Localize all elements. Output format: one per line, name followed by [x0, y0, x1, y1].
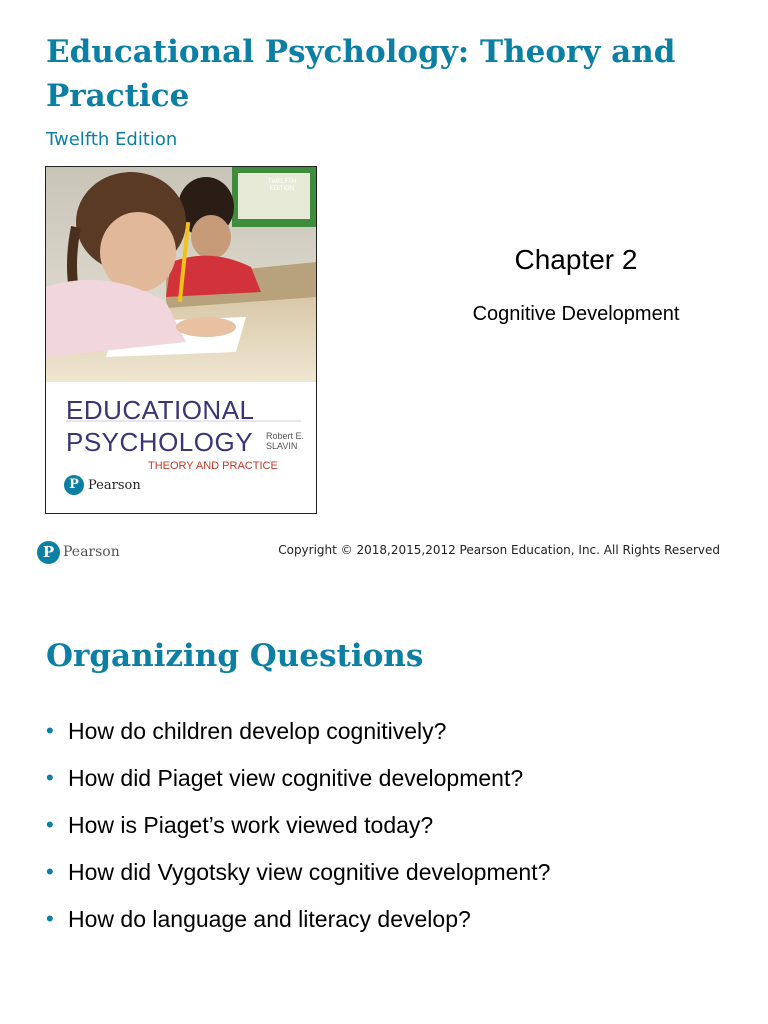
cover-title-line2: PSYCHOLOGY: [66, 427, 254, 457]
cover-publisher-name: Pearson: [88, 477, 141, 493]
list-item: [46, 718, 746, 765]
cover-edition-line2: EDITION: [269, 186, 295, 192]
cover-edition-line1: TWELFTH: [267, 179, 297, 185]
bullet-icon: •: [46, 812, 54, 837]
list-item: [46, 906, 746, 953]
question-list: [46, 718, 746, 953]
slide-title: Organizing Questions: [46, 638, 424, 674]
bullet-icon: •: [46, 906, 54, 931]
question-text: How did Piaget view cognitive development?: [68, 765, 524, 791]
question-text: How did Vygotsky view cognitive development?: [68, 859, 551, 885]
organizing-questions-slide: [0, 600, 768, 1024]
cover-publisher-logo: [64, 474, 141, 496]
cover-author-line2: SLAVIN: [266, 441, 298, 451]
question-text: How do language and literacy develop?: [68, 906, 471, 932]
edition-label: Twelfth Edition: [46, 129, 178, 150]
book-cover: [45, 166, 317, 514]
cover-author: [266, 431, 311, 451]
cover-edition-badge: [262, 179, 302, 193]
question-text: How is Piaget’s work viewed today?: [68, 812, 434, 838]
footer-brand-name: Pearson: [63, 544, 120, 560]
list-item: [46, 812, 746, 859]
copyright-notice: Copyright © 2018,2015,2012 Pearson Education, Inc. All Rights Reserved: [278, 543, 720, 557]
bullet-icon: •: [46, 765, 54, 790]
cover-subtitle: THEORY AND PRACTICE: [148, 460, 278, 472]
chapter-title: Cognitive Development: [472, 303, 680, 325]
bullet-icon: •: [46, 718, 54, 743]
footer-pearson-logo: [37, 540, 120, 564]
question-text: How do children develop cognitively?: [68, 718, 447, 744]
chapter-number: Chapter 2: [514, 244, 638, 275]
bullet-icon: •: [46, 859, 54, 884]
book-title: Educational Psychology: Theory and Practice: [46, 34, 676, 114]
list-item: [46, 765, 746, 812]
pearson-p-icon: P: [64, 475, 84, 495]
pearson-p-icon: P: [37, 541, 60, 564]
cover-author-line1: Robert E.: [266, 431, 305, 441]
cover-title-line1: EDUCATIONAL: [66, 395, 255, 425]
list-item: [46, 859, 746, 906]
